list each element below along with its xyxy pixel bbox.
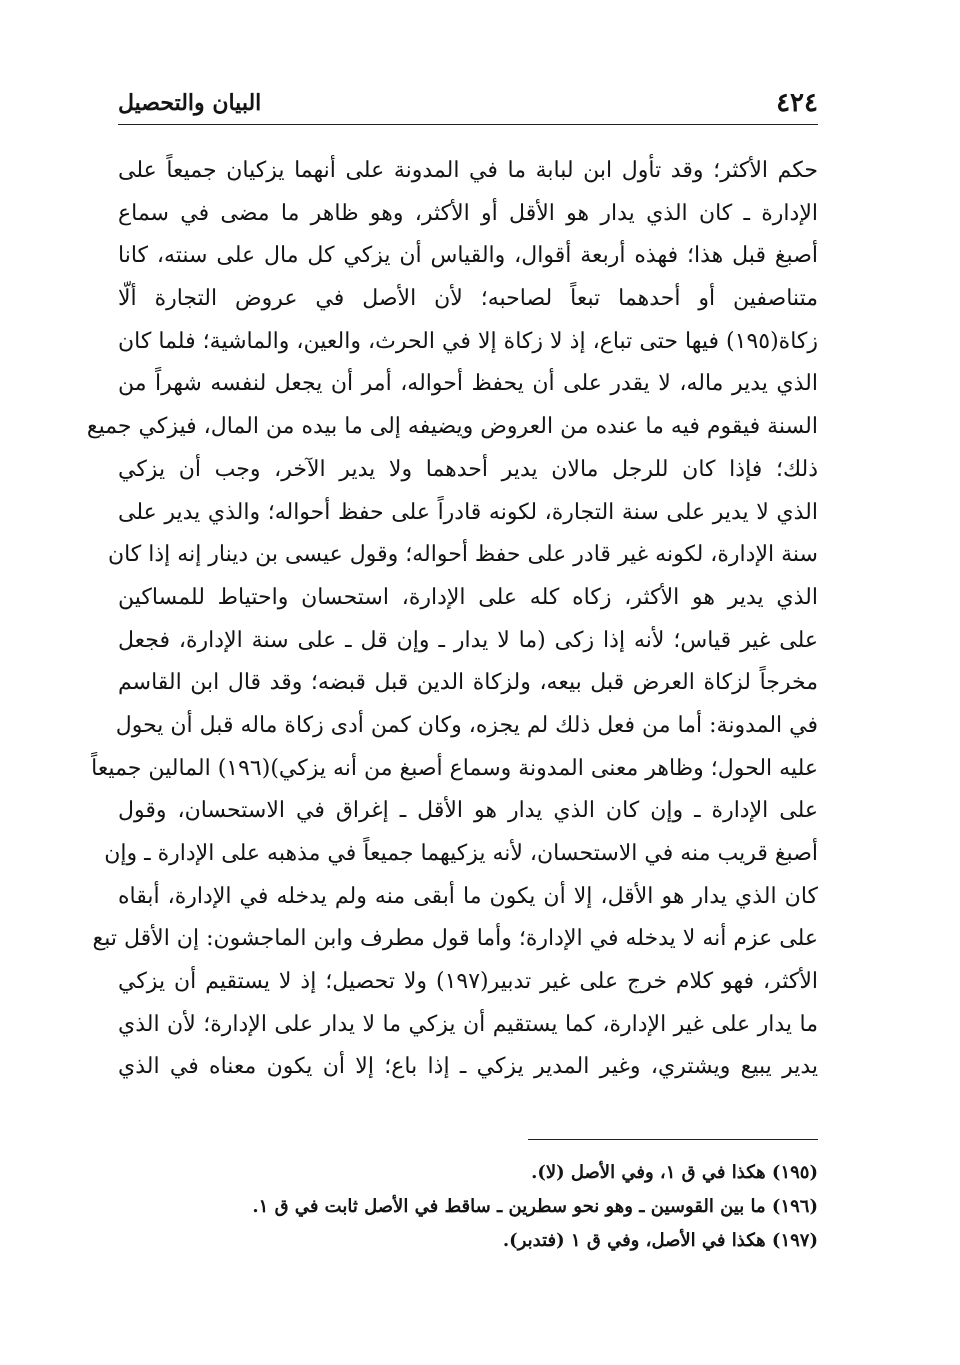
- page-number: ٤٢٤: [776, 88, 818, 118]
- text-line: الأكثر، فهو كلام خرج على غير تدبير(١٩٧) ولا تحصيل؛ إذ لا يستقيم أن يزكي: [118, 969, 819, 995]
- text-line: على عزم أنه لا يدخله في الإدارة؛ وأما قول مطرف وابن الماجشون: إن الأقل تبع: [92, 926, 818, 952]
- text-line: أصبغ قريب منه في الاستحسان، لأنه يزكيهما جميعاً في مذهبه على الإدارة ـ وإن: [104, 841, 818, 866]
- running-title: البيان والتحصيل: [118, 90, 262, 116]
- text-line: السنة فيقوم فيه ما عنده من العروض ويضيفه إلى ما بيده من المال، فيزكي جميع: [86, 414, 818, 440]
- text-line: الإدارة ـ كان الذي يدار هو الأقل أو الأكثر، وهو ظاهر ما مضى في سماع: [118, 200, 818, 226]
- page-header: [118, 86, 818, 126]
- text-line: سنة الإدارة، لكونه غير قادر على حفظ أحواله؛ وقول عيسى بن دينار إنه إذا كان: [107, 542, 818, 568]
- text-line: حكم الأكثر؛ وقد تأول ابن لبابة ما في المدونة على أنهما يزكيان جميعاً على: [118, 158, 818, 183]
- text-line: عليه الحول؛ وظاهر معنى المدونة وسماع أصبغ من أنه يزكي)(١٩٦) المالين جميعاً: [91, 755, 818, 781]
- text-line: الذي لا يدير على سنة التجارة، لكونه قادراً على حفظ أحواله؛ والذي يدير على: [118, 499, 818, 525]
- text-line: الذي يدير هو الأكثر، زكاه كله على الإدارة، استحسان واحتياط للمساكين: [118, 584, 819, 610]
- text-line: الذي يدير ماله، لا يقدر على أن يحفظ أحواله، أمر أن يجعل لنفسه شهراً من: [118, 371, 818, 397]
- footnote-197: (١٩٧) هكذا في الأصل، وفي ق ١ (فتدبر).: [502, 1230, 818, 1251]
- main-text: [86, 150, 819, 1089]
- text-line: زكاة(١٩٥) فيها حتى تباع، إذ لا زكاة إلا في الحرث، والعين، والماشية؛ فلما كان: [118, 328, 818, 354]
- footnote-196: (١٩٦) ما بين القوسين ـ وهو نحو سطرين ـ ساقط في الأصل ثابت في ق ١.: [252, 1196, 818, 1217]
- header-rule: [118, 124, 818, 125]
- text-line: يدير يبيع ويشتري، وغير المدير يزكي ـ إذا باع؛ إلا أن يكون معناه في الذي: [118, 1054, 818, 1080]
- footnote-rule: [528, 1139, 818, 1140]
- text-line: أصبغ قبل هذا؛ فهذه أربعة أقوال، والقياس أن يزكي كل مال على سنته، كانا: [118, 243, 818, 269]
- text-line: على غير قياس؛ لأنه إذا زكى (ما لا يدار ـ وإن قل ـ على سنة الإدارة، فجعل: [118, 627, 818, 653]
- text-line: ذلك؛ فإذا كان للرجل مالان يدير أحدهما ولا يدير الآخر، وجب أن يزكي: [118, 456, 818, 482]
- text-line: ما يدار على غير الإدارة، كما يستقيم أن يزكي ما لا يدار على الإدارة؛ لأن الذي: [118, 1011, 818, 1037]
- footnotes: [118, 1156, 818, 1258]
- text-line: في المدونة: أما من فعل ذلك لم يجزه، وكان كمن أدى زكاة ماله قبل أن يحول: [115, 712, 818, 738]
- text-line: متناصفين أو أحدهما تبعاً لصاحبه؛ لأن الأصل في عروض التجارة ألّا: [118, 286, 818, 312]
- text-line: على الإدارة ـ وإن كان الذي يدار هو الأقل ـ إغراق في الاستحسان، وقول: [118, 798, 818, 824]
- text-line: كان الذي يدار هو الأقل، إلا أن يكون ما أبقى منه ولم يدخله في الإدارة، أبقاه: [118, 883, 818, 909]
- text-line: مخرجاً لزكاة العرض قبل بيعه، ولزكاة الدين قبل قبضه؛ وقد قال ابن القاسم: [118, 670, 818, 696]
- footnote-195: (١٩٥) هكذا في ق ١، وفي الأصل (لا).: [531, 1162, 818, 1183]
